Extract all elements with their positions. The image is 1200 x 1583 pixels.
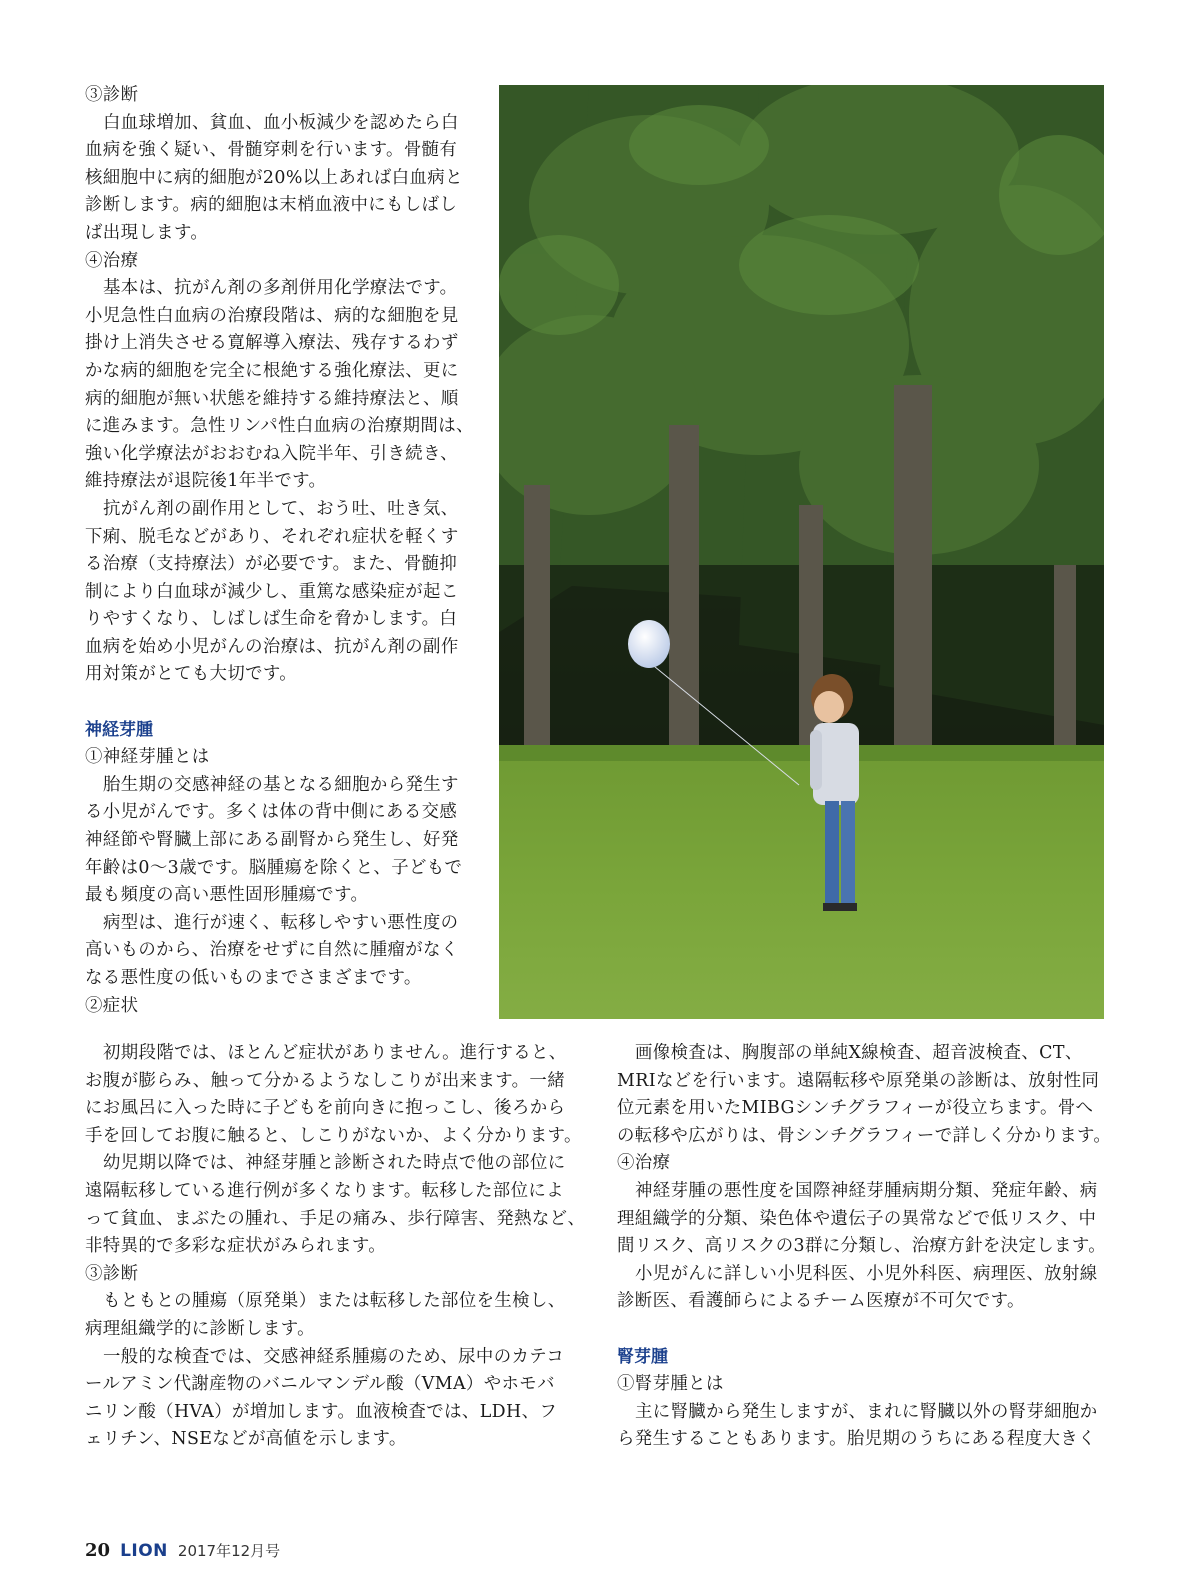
text-line: ②症状 [85, 995, 139, 1016]
page-footer [85, 1540, 280, 1566]
text-line: 画像検査は、胸腹部の単純X線検査、超音波検査、CT、 [635, 1043, 1083, 1063]
text-line: ④治療 [85, 250, 139, 271]
text-line: 神経芽腫の悪性度を国際神経芽腫病期分類、発症年齢、病 [635, 1180, 1098, 1201]
text-line: 診断医、看護師らによるチーム医療が不可欠です。 [617, 1291, 1025, 1312]
text-line: 基本は、抗がん剤の多剤併用化学療法です。 [103, 278, 458, 299]
text-line: 初期段階では、ほとんど症状がありません。進行すると、 [103, 1043, 567, 1063]
text-line: かな病的細胞を完全に根絶する強化療法、更に [85, 360, 459, 381]
text-line: 病型は、進行が速く、転移しやすい悪性度の [103, 912, 459, 933]
text-line: 主に腎臓から発生しますが、まれに腎臓以外の腎芽細胞か [635, 1401, 1098, 1422]
text-line: 病的細胞が無い状態を維持する維持療法と、順 [85, 388, 459, 409]
text-line: ェリチン、NSEなどが高値を示します。 [85, 1429, 407, 1450]
magazine-name: LION [120, 1541, 168, 1561]
page-number: 20 [85, 1540, 111, 1561]
text-line: 最も頻度の高い悪性固形腫瘍です。 [85, 885, 369, 906]
text-line: 抗がん剤の副作用として、おう吐、吐き気、 [103, 498, 459, 519]
text-line: ①腎芽腫とは [617, 1374, 724, 1395]
text-line: りやすくなり、しばしば生命を脅かします。白 [85, 609, 458, 630]
text-line: MRIなどを行います。遠隔転移や原発巣の診断は、放射性同 [617, 1070, 1100, 1091]
text-line: 遠隔転移している進行例が多くなります。転移した部位によ [85, 1180, 564, 1201]
text-line: 一般的な検査では、交感神経系腫瘍のため、尿中のカテコ [103, 1346, 565, 1367]
text-line: 病理組織学的に診断します。 [85, 1318, 315, 1339]
spacer [617, 1316, 1112, 1344]
text-line: 手を回してお腹に触ると、しこりがないか、よく分かります。 [85, 1125, 582, 1146]
text-line: お腹が膨らみ、触って分かるようなしこりが出来ます。一緒 [85, 1070, 566, 1091]
text-line: 神経節や腎臓上部にある副腎から発生し、好発 [85, 830, 459, 851]
text-line: ④治療 [617, 1153, 671, 1174]
right-column-bottom [617, 1040, 1112, 1454]
text-line: の転移や広がりは、骨シンチグラフィーで詳しく分かります。 [617, 1125, 1112, 1146]
text-line: ら発生することもあります。胎児期のうちにある程度大きく [617, 1429, 1096, 1450]
text-line: る治療（支持療法）が必要です。また、骨髄抑 [85, 554, 458, 575]
text-line: 掛け上消失させる寛解導入療法、残存するわず [85, 333, 459, 354]
text-line: 高いものから、治療をせずに自然に腫瘤がなく [85, 940, 459, 961]
text-line: 理組織学的分類、染色体や遺伝子の異常などで低リスク、中 [617, 1208, 1097, 1229]
text-line: 幼児期以降では、神経芽腫と診断された時点で他の部位に [103, 1153, 566, 1174]
text-line: 診断します。病的細胞は末梢血液中にもしばし [85, 195, 458, 216]
issue-date: 2017年12月号 [177, 1542, 281, 1560]
photo-child-with-balloon [499, 85, 1104, 1019]
text-line: 間リスク、高リスクの3群に分類し、治療方針を決定します。 [617, 1236, 1107, 1257]
text-line: ③診断 [85, 85, 139, 105]
text-line: 位元素を用いたMIBGシンチグラフィーが役立ちます。骨へ [617, 1098, 1094, 1119]
text-line: って貧血、まぶたの腫れ、手足の痛み、歩行障害、発熱など、 [85, 1208, 586, 1229]
text-line: ③診断 [85, 1263, 139, 1284]
text-line: 下痢、脱毛などがあり、それぞれ症状を軽くす [85, 526, 459, 547]
text-line: 制により白血球が減少し、重篤な感染症が起こ [85, 581, 459, 602]
left-column-bottom [85, 1040, 585, 1454]
text-line: 強い化学療法がおおむね入院半年、引き続き、 [85, 443, 458, 464]
text-line: 白血球増加、貧血、血小板減少を認めたら白 [103, 112, 459, 133]
text-line: ールアミン代謝産物のバニルマンデル酸（VMA）やホモバ [85, 1374, 555, 1395]
text-line: ば出現します。 [85, 222, 209, 243]
section-heading: 神経芽腫 [85, 719, 153, 740]
text-line: ニリン酸（HVA）が増加します。血液検査では、LDH、フ [85, 1401, 558, 1422]
text-line: 年齢は0～3歳です。脳腫瘍を除くと、子どもで [85, 857, 463, 878]
text-line: なる悪性度の低いものまでさまざまです。 [85, 968, 422, 988]
text-line: 非特異的で多彩な症状がみられます。 [85, 1236, 387, 1257]
text-line: 小児がんに詳しい小児科医、小児外科医、病理医、放射線 [635, 1263, 1098, 1284]
text-line: 小児急性白血病の治療段階は、病的な細胞を見 [85, 305, 459, 326]
left-column-top [85, 82, 495, 1020]
text-line: にお風呂に入った時に子どもを前向きに抱っこし、後ろから [85, 1098, 566, 1119]
section-heading: 腎芽腫 [617, 1346, 668, 1367]
text-line: 核細胞中に病的細胞が20%以上あれば白血病と [85, 167, 463, 188]
text-line: に進みます。急性リンパ性白血病の治療期間は、 [85, 416, 474, 437]
text-line: ①神経芽腫とは [85, 747, 210, 768]
text-line: る小児がんです。多くは体の背中側にある交感 [85, 802, 458, 823]
text-line: 用対策がとても大切です。 [85, 664, 298, 685]
text-line: 血病を始め小児がんの治療は、抗がん剤の副作 [85, 636, 459, 657]
spacer [85, 689, 495, 717]
text-line: 血病を強く疑い、骨髄穿刺を行います。骨髄有 [85, 140, 458, 161]
text-line: 維持療法が退院後1年半です。 [85, 471, 327, 492]
text-line: もともとの腫瘍（原発巣）または転移した部位を生検し、 [103, 1291, 566, 1312]
text-line: 胎生期の交感神経の基となる細胞から発生す [103, 774, 459, 795]
